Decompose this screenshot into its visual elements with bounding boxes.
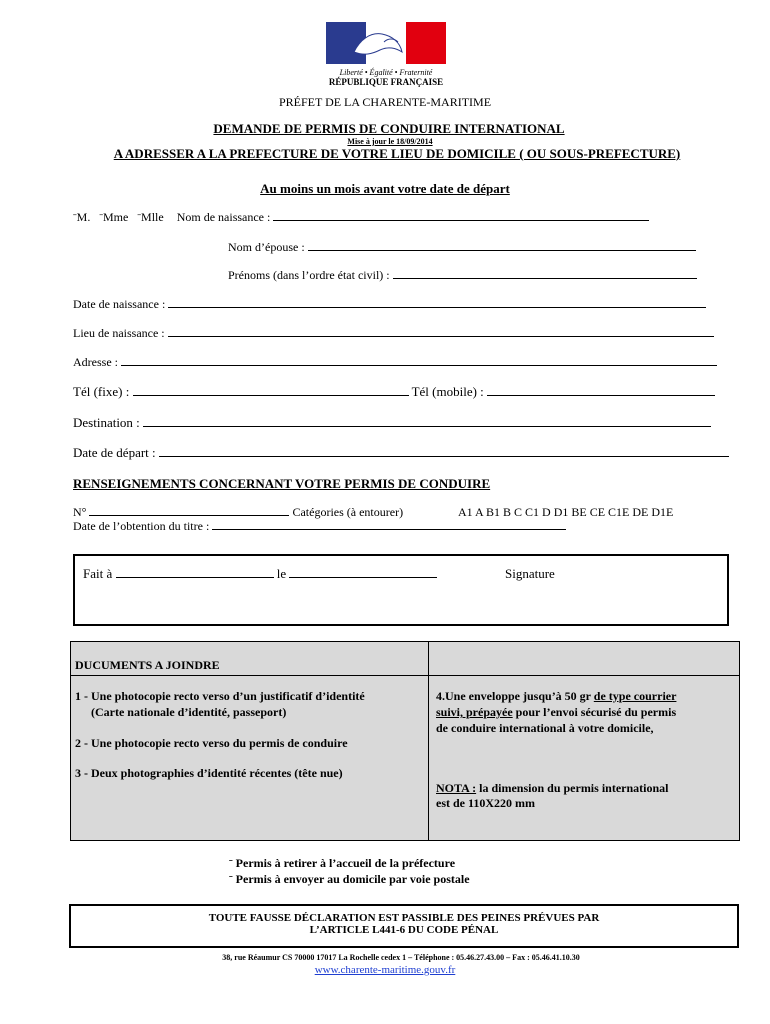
french-flag-icon — [326, 22, 446, 64]
nom-naissance-label: Nom de naissance : — [176, 210, 271, 224]
checkbox-m[interactable]: ˉM. — [73, 210, 91, 224]
doc-item-2: 2 - Une photocopie recto verso du permis de conduire — [75, 736, 348, 750]
adresse-label: Adresse : — [73, 355, 118, 369]
documents-table — [70, 641, 740, 841]
date-depart-field[interactable] — [159, 446, 729, 457]
nota-line1: NOTA : la dimension du permis international — [436, 781, 669, 795]
civility-row — [73, 210, 673, 225]
numero-field[interactable] — [89, 505, 289, 516]
date-naissance-row — [73, 297, 706, 312]
lieu-naissance-row — [73, 326, 714, 341]
date-naissance-field[interactable] — [168, 297, 706, 308]
tel-fixe-label: Tél (fixe) : — [73, 384, 130, 399]
categories-list[interactable]: A1 A B1 B C C1 D D1 BE CE C1E DE D1E — [458, 505, 674, 519]
documents-right-column — [436, 642, 736, 840]
tel-mobile-field[interactable] — [487, 385, 715, 396]
prefecture-website-link[interactable]: www.charente-maritime.gouv.fr — [314, 964, 456, 976]
lieu-naissance-field[interactable] — [168, 326, 714, 337]
warning-line2: L’ARTICLE L441-6 DU CODE PÉNAL — [309, 924, 499, 936]
destination-field[interactable] — [143, 416, 711, 427]
doc-item-4-line2: suivi, prépayée pour l’envoi sécurisé du permis — [436, 705, 677, 719]
doc-item-3: 3 - Deux photographies d’identité récentes (tête nue) — [75, 766, 343, 780]
checkbox-mlle[interactable]: ˉMlle — [137, 210, 164, 224]
prenoms-field[interactable] — [393, 268, 697, 279]
motto: Liberté • Égalité • Fraternité — [339, 68, 433, 77]
le-date-field[interactable] — [289, 567, 437, 578]
fait-a-label: Fait à — [83, 566, 113, 581]
nom-epouse-field[interactable] — [308, 240, 696, 251]
footer-url-row — [0, 964, 770, 976]
form-title: DEMANDE DE PERMIS DE CONDUIRE INTERNATIONAL — [213, 121, 565, 136]
republic-label: RÉPUBLIQUE FRANÇAISE — [328, 77, 444, 87]
warning-box — [69, 904, 739, 948]
adresse-row — [73, 355, 717, 370]
numero-label: N° — [73, 505, 87, 519]
update-date: Mise à jour le 18/09/2014 — [347, 137, 433, 146]
checkbox-envoyer[interactable]: ˉ — [229, 874, 233, 886]
fait-a-row — [83, 566, 437, 582]
doc-item-4-line1: 4.Une enveloppe jusqu’à 50 gr de type courrier — [436, 689, 677, 703]
warning-line1: TOUTE FAUSSE DÉCLARATION EST PASSIBLE DES PEINES PRÉVUES PAR — [208, 912, 600, 924]
marianne-logo — [326, 22, 446, 87]
doc-item-1-sub: (Carte nationale d’identité, passeport) — [91, 705, 287, 719]
marianne-profile-icon — [326, 22, 446, 64]
date-obtention-field[interactable] — [212, 519, 566, 530]
option-envoyer[interactable]: ˉ Permis à envoyer au domicile par voie postale — [229, 872, 470, 886]
le-label: le — [276, 566, 287, 581]
prenoms-label: Prénoms (dans l’ordre état civil) : — [228, 268, 390, 282]
nom-epouse-label: Nom d’épouse : — [228, 240, 305, 254]
documents-heading: DUCUMENTS A JOINDRE — [75, 658, 220, 672]
date-depart-label: Date de départ : — [73, 445, 156, 460]
date-depart-row — [73, 445, 729, 461]
checkbox-mme[interactable]: ˉMme — [99, 210, 129, 224]
fait-a-field[interactable] — [116, 567, 274, 578]
address-instruction: A ADRESSER A LA PREFECTURE DE VOTRE LIEU DE DOMICILE ( OU SOUS-PREFECTURE) — [113, 146, 681, 161]
lieu-naissance-label: Lieu de naissance : — [73, 326, 165, 340]
date-naissance-label: Date de naissance : — [73, 297, 166, 311]
nom-naissance-field[interactable] — [273, 210, 649, 221]
telephone-row — [73, 384, 715, 400]
signature-label[interactable]: Signature — [505, 566, 555, 581]
doc-item-1: 1 - Une photocopie recto verso d’un justificatif d’identité — [75, 689, 365, 703]
option-retirer[interactable]: ˉ Permis à retirer à l’accueil de la préfecture — [229, 856, 456, 870]
permis-numero-row — [73, 505, 738, 520]
footer-address: 38, rue Réaumur CS 70000 17017 La Rochelle cedex 1 – Téléphone : 05.46.27.43.00 – Fax : 05.46.41.10.30 — [222, 953, 580, 962]
prefect-title: PRÉFET DE LA CHARENTE-MARITIME — [278, 95, 492, 109]
destination-label: Destination : — [73, 415, 140, 430]
destination-row — [73, 415, 711, 431]
doc-item-4-line3: de conduire international à votre domicile, — [436, 721, 654, 735]
date-obtention-label: Date de l’obtention du titre : — [73, 519, 210, 533]
tel-fixe-field[interactable] — [133, 385, 409, 396]
categories-label: Catégories (à entourer) — [292, 505, 404, 519]
signature-box — [73, 554, 729, 626]
deadline-note: Au moins un mois avant votre date de départ — [260, 181, 510, 196]
checkbox-retirer[interactable]: ˉ — [229, 858, 233, 870]
tel-mobile-label: Tél (mobile) : — [411, 384, 484, 399]
permis-heading: RENSEIGNEMENTS CONCERNANT VOTRE PERMIS DE CONDUIRE — [73, 476, 491, 491]
nom-epouse-row — [228, 240, 696, 255]
nota-line2: est de 110X220 mm — [436, 796, 535, 810]
prenoms-row — [228, 268, 697, 283]
documents-left-column — [75, 642, 425, 840]
adresse-field[interactable] — [121, 355, 717, 366]
date-obtention-row — [73, 519, 566, 534]
